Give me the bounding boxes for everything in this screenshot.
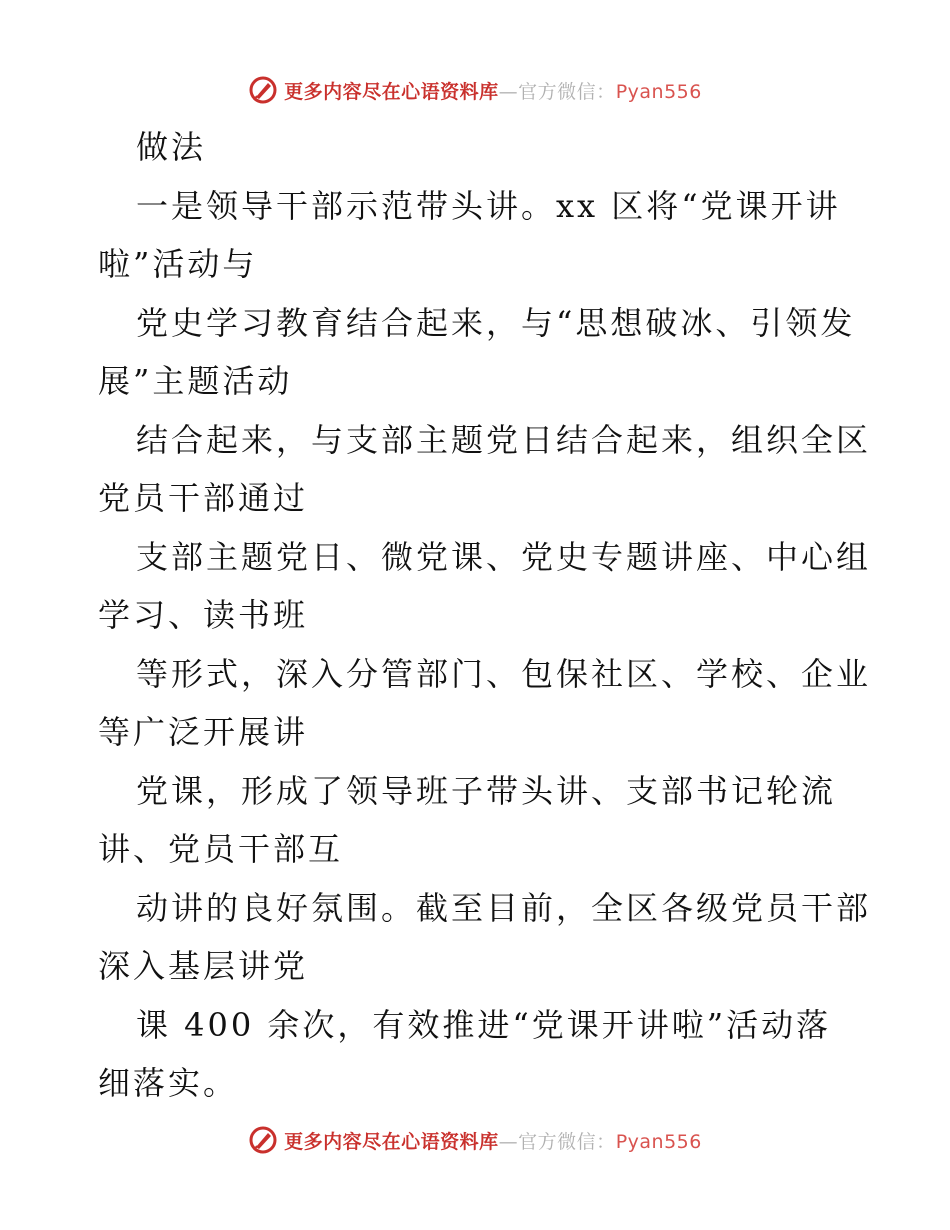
footer-watermark <box>0 1120 950 1160</box>
text-line: 等形式，深入分管部门、包保社区、学校、企业 <box>136 654 872 693</box>
text-line: 做法 <box>136 128 207 166</box>
watermark-official: 官方微信： <box>518 1130 616 1153</box>
text-line: 课 400 余次，有效推进“党课开讲啦”活动落 <box>136 1005 832 1044</box>
watermark-brand: 更多内容尽在心语资料库 <box>284 1130 499 1153</box>
text-line: 支部主题党日、微党课、党史专题讲座、中心组 <box>136 537 872 576</box>
text-line: 展”主题活动 <box>98 362 293 400</box>
watermark-official: 官方微信： <box>518 80 616 103</box>
text-line: 动讲的良好氛围。截至目前，全区各级党员干部 <box>136 888 872 927</box>
text-line: 讲、党员干部互 <box>98 830 344 868</box>
text-line: 结合起来，与支部主题党日结合起来，组织全区 <box>136 420 872 459</box>
header-watermark <box>0 70 950 110</box>
text-line: 等广泛开展讲 <box>98 713 309 751</box>
text-line: 深入基层讲党 <box>98 947 309 985</box>
text-line: 党史学习教育结合起来，与“思想破冰、引领发 <box>136 303 856 342</box>
quill-logo-icon <box>248 1125 278 1155</box>
watermark-brand: 更多内容尽在心语资料库 <box>284 80 499 103</box>
text-line: 学习、读书班 <box>98 596 309 634</box>
watermark-text <box>284 77 702 104</box>
text-line: 党员干部通过 <box>98 479 309 517</box>
watermark-account: Pyan556 <box>615 80 702 103</box>
text-line: 一是领导干部示范带头讲。xx 区将“党课开讲 <box>136 186 841 225</box>
document-body <box>98 118 872 1113</box>
watermark-separator: — <box>498 1130 519 1153</box>
text-line: 啦”活动与 <box>98 245 258 283</box>
text-line: 细落实。 <box>98 1064 239 1102</box>
watermark-separator: — <box>498 80 519 103</box>
text-line: 党课，形成了领导班子带头讲、支部书记轮流 <box>136 771 837 810</box>
watermark-account: Pyan556 <box>615 1130 702 1153</box>
quill-logo-icon <box>248 75 278 105</box>
watermark-text <box>284 1127 702 1154</box>
